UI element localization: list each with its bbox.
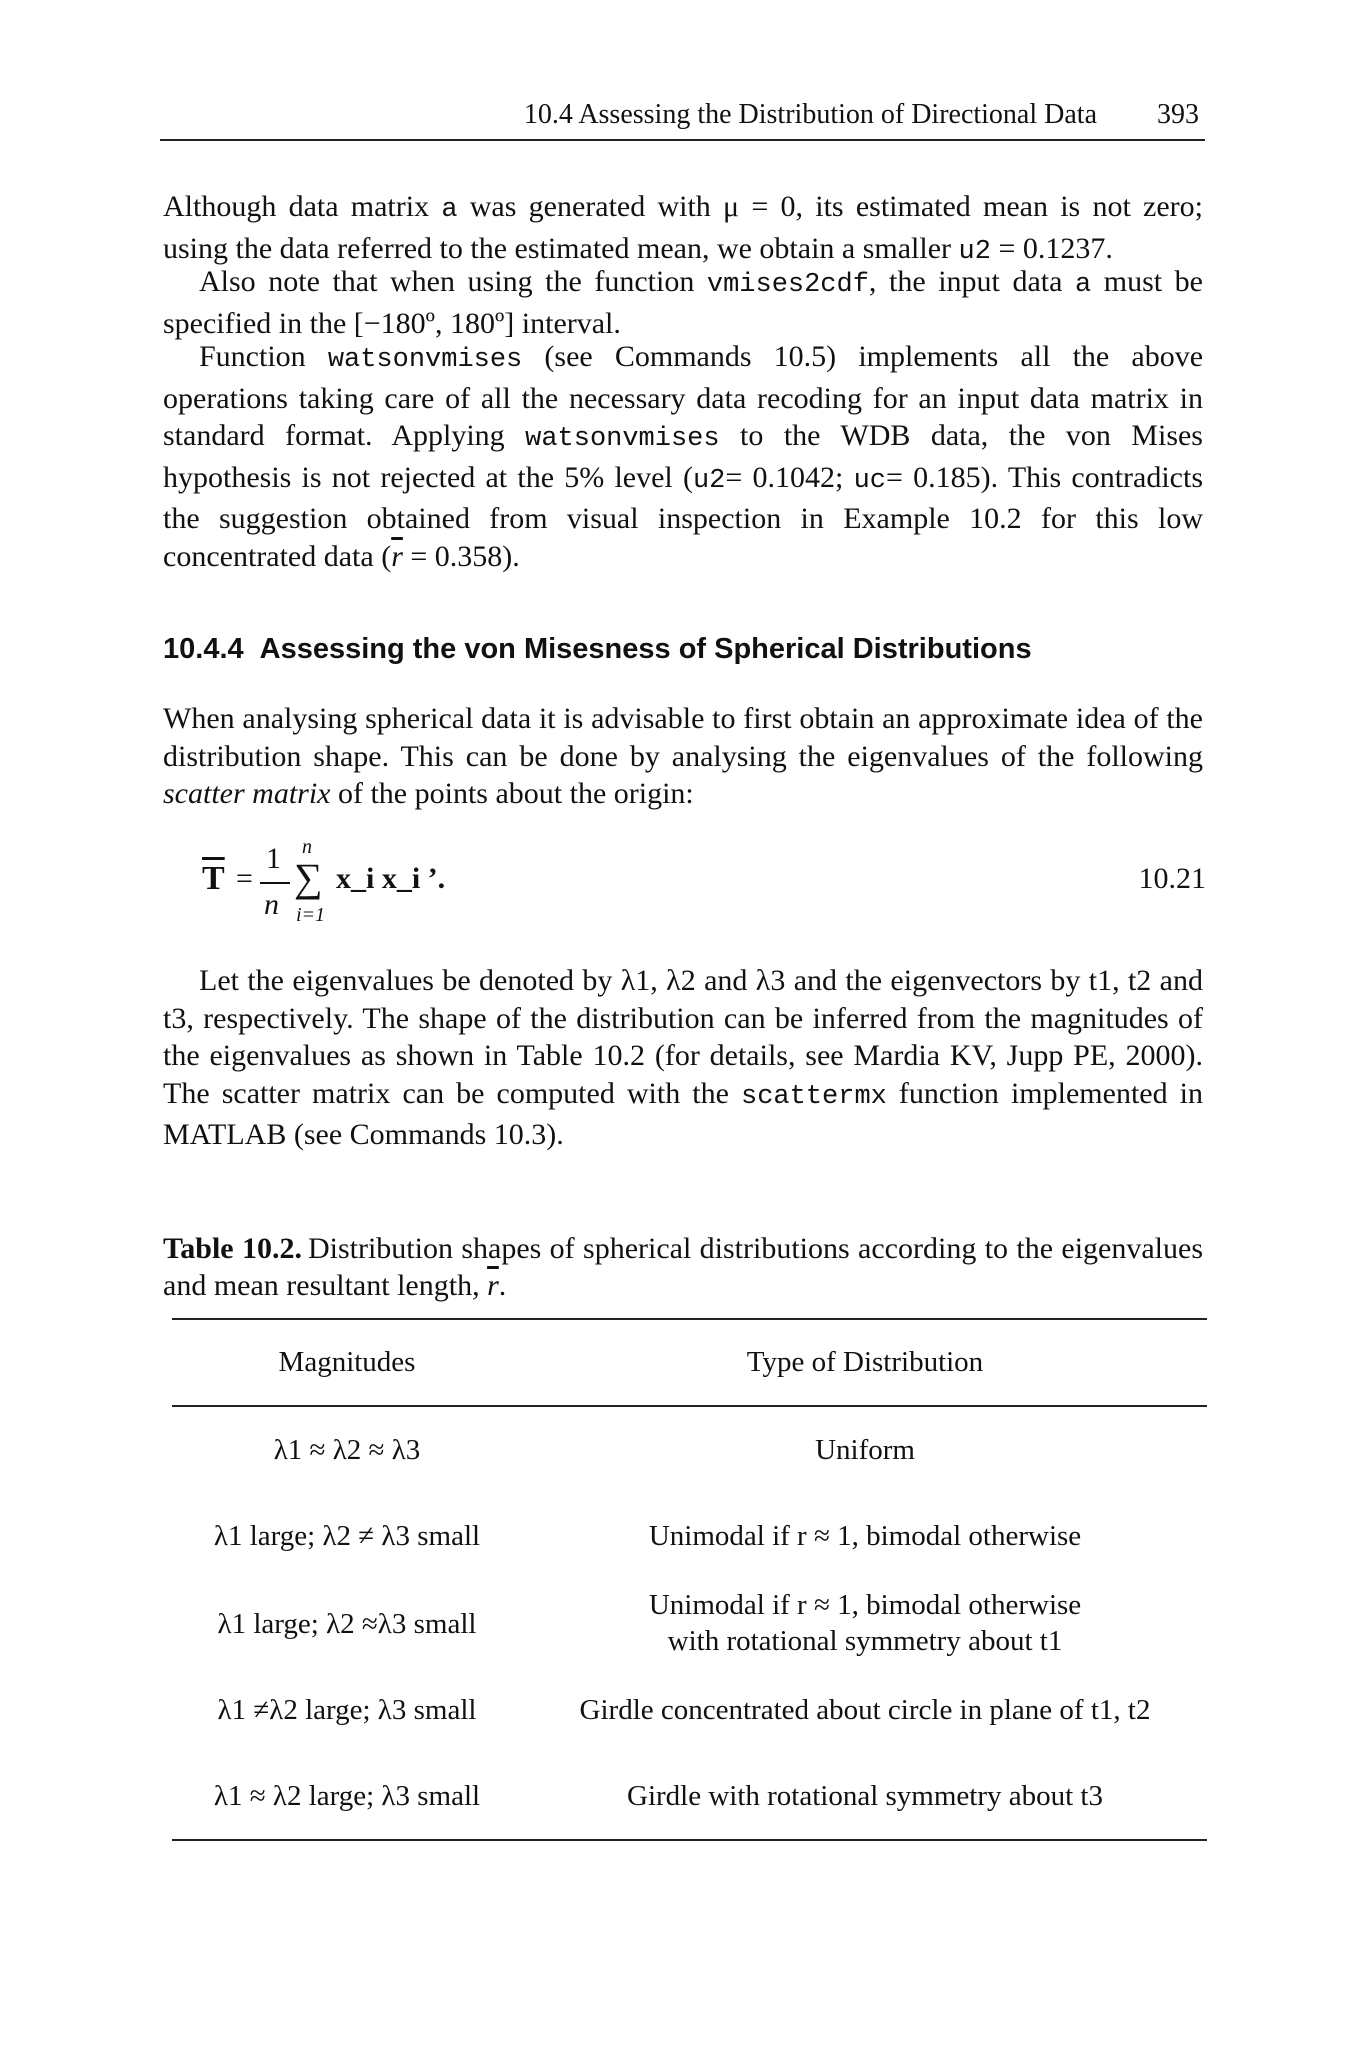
table-header-magnitudes: Magnitudes <box>278 1346 416 1378</box>
text: to the WDB data, the von Mises hypothesis is not rejected at the 5% level ( <box>163 419 1203 494</box>
eq-numerator: 1 <box>266 842 281 875</box>
text: = 0.1042; <box>725 460 854 494</box>
section-title: Assessing the von Misesness of Spherical Distributions <box>259 633 1032 665</box>
table-bottom-rule <box>172 1839 1207 1841</box>
paragraph-3 <box>163 338 1203 575</box>
caption-text: Distribution shapes of spherical distributions according to the eigenvalues and mean resultant length, <box>163 1232 1204 1302</box>
paragraph-5 <box>163 962 1203 1154</box>
text: = 0.185). This contradicts the suggestion obtained from visual inspection in Example 10.2 for this low concentrated data ( <box>163 460 1203 573</box>
text: of the points about the origin: <box>330 777 694 810</box>
text: = 0.358). <box>402 539 520 573</box>
code-u2: u2 <box>958 236 991 267</box>
table-label: Table 10.2. <box>163 1232 302 1265</box>
text: Although data matrix <box>163 190 442 223</box>
text: , the input data <box>868 265 1075 298</box>
code-uc: uc <box>853 465 886 496</box>
running-title: 10.4 Assessing the Distribution of Directional Data <box>523 99 1097 130</box>
equation-10-21 <box>196 836 1206 976</box>
table-cell-type: Girdle with rotational symmetry about t3 <box>627 1780 1103 1812</box>
code-vmises2cdf: vmises2cdf <box>706 270 869 300</box>
code-watsonvmises: watsonvmises <box>327 345 523 375</box>
eq-lhs: $\overline{T}$ <box>202 860 225 897</box>
text: function implemented in MATLAB (see Commands 10.3). <box>163 1076 1203 1151</box>
table-cell-magnitudes: λ1 ≠λ2 large; λ3 small <box>217 1694 477 1726</box>
code-a: a <box>1074 270 1092 300</box>
table-cell-magnitudes: λ1 ≈ λ2 large; λ3 small <box>213 1780 481 1812</box>
text: Let the eigenvalues be denoted by λ1, λ2 and λ3 and the eigenvectors by t1, t2 and t3, respectively. The shape of the distribution can be inferred from the magnitudes of the eigenvalues as shown in Table 10.2 (for details, see Mardia KV, Jupp PE, 2000). The scatter matrix can be computed with the <box>163 964 1203 1110</box>
table-cell-magnitudes: λ1 large; λ2 ≠ λ3 small <box>213 1520 481 1552</box>
text: (see Commands 10.5) implements all the above operations taking care of all the necessary data recoding for an input data matrix in standard format. Applying <box>163 340 1204 452</box>
text: was generated with μ = 0, its estimated mean is not zero; using the data referred to the estimated mean, we obtain a smaller <box>163 190 1203 265</box>
table-cell-type: Girdle concentrated about circle in plane of t1, t2 <box>579 1694 1151 1726</box>
text: must be specified in the [−180º, 180º] interval. <box>163 265 1203 340</box>
page-number: 393 <box>1157 99 1199 130</box>
caption-end: . <box>498 1269 507 1302</box>
emphasis-scatter-matrix: scatter matrix <box>163 777 331 810</box>
text: Also note that when using the function <box>199 265 707 298</box>
table-header-type: Type of Distribution <box>746 1346 984 1378</box>
table-top-rule <box>172 1318 1207 1320</box>
sum-symbol: ∑ <box>294 855 323 900</box>
sum-lower-limit: i=1 <box>296 904 326 926</box>
paragraph-2 <box>163 263 1203 342</box>
equation-number: 10.21 <box>1138 862 1206 895</box>
section-number: 10.4.4 <box>163 633 244 665</box>
table-cell-type: Unimodal if r ≈ 1, bimodal otherwise with rotational symmetry about t1 <box>648 1589 1082 1657</box>
table-header-rule <box>172 1405 1207 1407</box>
text: = 0.1237. <box>990 231 1113 265</box>
table-caption <box>163 1230 1203 1304</box>
r-bar-symbol: $\overline{r}$ <box>391 539 403 573</box>
code-scattermx: scattermx <box>741 1081 887 1112</box>
eq-equals: = <box>236 862 253 895</box>
code-u2: u2 <box>692 465 726 496</box>
text: When analysing spherical data it is advisable to first obtain an approximate idea of the distribution shape. This can be done by analysing the eigenvalues of the following <box>163 702 1203 773</box>
table-cell-type: Uniform <box>815 1434 915 1466</box>
code-watsonvmises: watsonvmises <box>525 424 720 454</box>
table-cell-magnitudes: λ1 large; λ2 ≈λ3 small <box>217 1608 477 1640</box>
paragraph-4 <box>163 700 1203 813</box>
table-cell-type: Unimodal if r ≈ 1, bimodal otherwise <box>648 1520 1082 1552</box>
running-header <box>160 95 1205 141</box>
section-heading <box>163 633 1032 666</box>
paragraph-1 <box>163 188 1203 271</box>
eq-term: x_i x_i ’. <box>336 862 446 895</box>
r-bar-symbol: $\overline{r}$ <box>487 1269 499 1302</box>
code-a: a <box>441 195 458 225</box>
fraction-bar <box>260 882 290 884</box>
eq-denominator: n <box>264 888 279 921</box>
text: Function <box>199 340 328 373</box>
table-cell-magnitudes: λ1 ≈ λ2 ≈ λ3 <box>273 1434 421 1466</box>
sum-upper-limit: n <box>302 836 312 858</box>
